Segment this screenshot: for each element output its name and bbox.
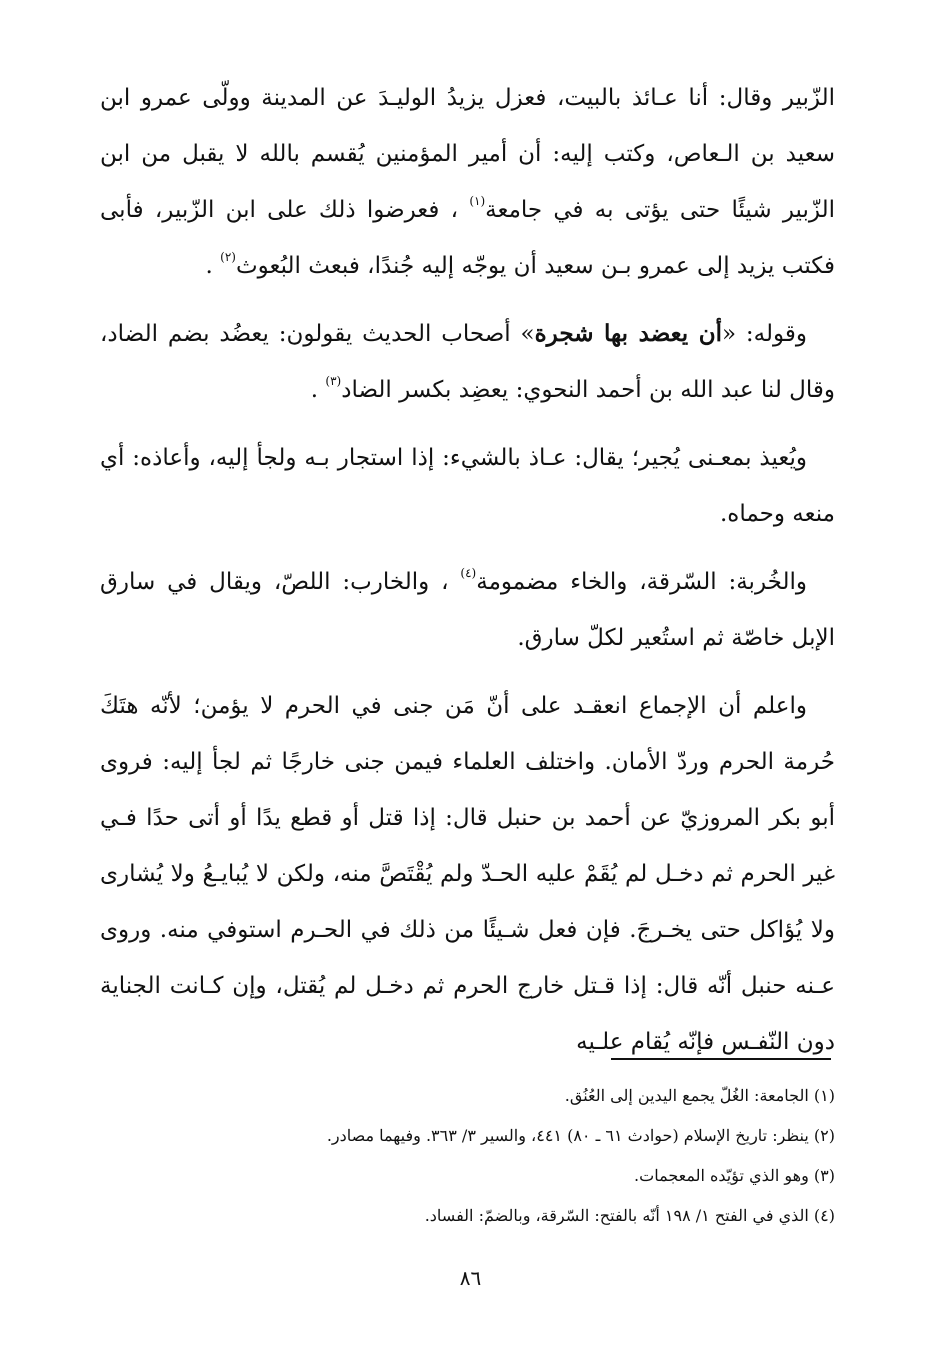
p1-line2: ابن سعيد بن الـعاص، وكتب إليه: أن أمير المؤمنين يُقسم بالله لا يقبل [100, 85, 835, 167]
p1-line3-start: من ابن الزّبير شيئًا حتى يؤتى به في جامعة [100, 141, 835, 223]
footnote-2: (٢) ينظر: تاريخ الإسلام (حوادث ٦١ ـ ٨٠) ٤٤١، والسير ٣/ ٣٦٣. وفيهما مصادر. [326, 1126, 835, 1145]
hadith-quote: أن يعضد بها شجرة [534, 320, 722, 347]
footnote-separator [611, 1058, 831, 1060]
p4-text-end: ، والخارب: اللصّ، ويقال في سارق الإبل خاصّة ثم استُعير لكلّ سارق. [100, 569, 835, 651]
footnote-4: (٤) الذي في الفتح ١/ ١٩٨ أنّه بالفتح: السّرقة، وبالضمّ: الفساد. [424, 1206, 835, 1225]
paragraph-5 [100, 678, 835, 1070]
paragraph-2 [100, 306, 835, 418]
p1-line4: الزّبير، فأبى فكتب يزيد إلى عمرو بـن سعيد أن يوجّه إليه جُندًا، فبعث [100, 197, 835, 279]
p4-text-start: والخُربة: السّرقة، والخاء مضمومة [476, 569, 807, 595]
footnote-1: (١) الجامعة: الغُلّ يجمع اليدين إلى العُنُق. [564, 1086, 835, 1105]
p1-line5-end: . [205, 253, 221, 279]
p1-line1: الزّبير وقال: أنا عـائذ بالبيت، فعزل يزيدُ الوليـدَ عن المدينة وولّى عمرو [140, 85, 836, 111]
footnotes [100, 1076, 835, 1236]
paragraph-1 [100, 70, 835, 294]
p5-text: واعلم أن الإجماع انعقـد على أنّ مَن جنى في الحرم لا يؤمن؛ لأنّه هتَكَ حُرمة الحرم وردّ الأمان. واختلف العلماء فيمن جنى خارجًا ثم لجأ إليه: فروى أبو بكر المروزيّ عن أحمد بن حنبل قال: إذا قتل أو قطع يدًا أو أتى حدًا فـي غير الحرم ثم دخـل لم يُقَمْ عليه الحـدّ ولم يُقْتَصَّ منه، ولكن لا يُبايـعُ ولا يُشارى ولا يُؤاكل حتى يخـرجَ. فإن فعل شـيئًا من ذلك في الحـرم استوفي منه. وروى عـنه حنبل أنّه قال: إذا قـتل خارج الحرم ثم دخـل لم يُقتل، وإن كـانت الجناية دون النّفـس فإنّه يُقام علـيه [100, 693, 835, 1055]
p1-line5-start: البُعوث [235, 253, 301, 279]
p2-rest: » أصحاب الحديث يقولون: يعضُد بضم الضاد، وقال لنا عبد الله بن أحمد النحوي: يعضِد بكسر الضاد [100, 321, 835, 403]
footnote-3: (٣) وهو الذي تؤيّده المعجمات. [634, 1166, 835, 1185]
p2-end: . [310, 377, 326, 403]
footnote-ref-1: (١) [469, 194, 486, 208]
footnote-ref-4: (٤) [460, 566, 477, 580]
paragraph-3 [100, 430, 835, 542]
page-number: ٨٦ [459, 1266, 482, 1290]
paragraph-4 [100, 554, 835, 666]
p2-intro: وقوله: « [721, 321, 807, 347]
p3-text: ويُعيذ بمعـنى يُجير؛ يقال: عـاذ بالشيء: إذا استجار بـه ولجأ إليه، وأعاذه: أي منعه وحماه. [100, 445, 835, 527]
p1-line3-end: ، فعرضوا ذلك على ابن [225, 197, 470, 223]
main-text [100, 70, 835, 1070]
footnote-ref-2: (٢) [220, 250, 236, 264]
footnote-ref-3: (٣) [325, 374, 342, 388]
